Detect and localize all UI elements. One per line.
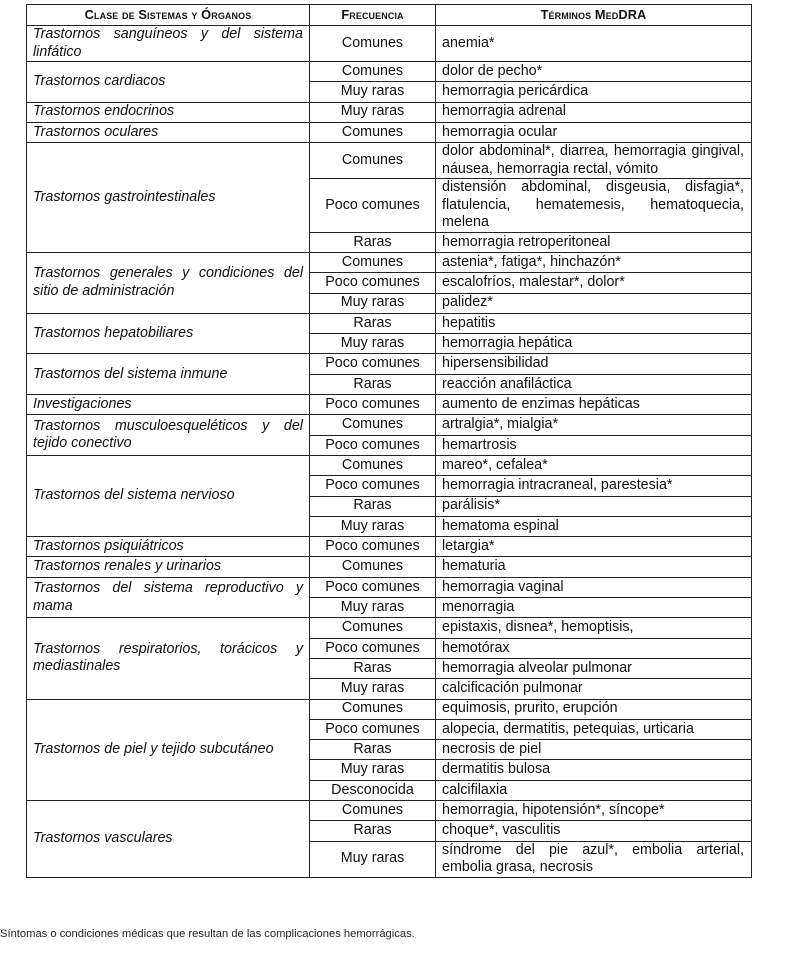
- organ-class-cell: Trastornos vasculares: [27, 801, 310, 878]
- table-row: [27, 537, 752, 557]
- meddra-terms-cell: hemorragia adrenal: [436, 102, 752, 122]
- organ-class-cell: Trastornos del sistema inmune: [27, 354, 310, 395]
- organ-class-cell: Trastornos psiquiátricos: [27, 537, 310, 557]
- organ-class-cell: Trastornos renales y urinarios: [27, 557, 310, 577]
- table-row: [27, 143, 752, 179]
- organ-class-cell: Trastornos oculares: [27, 122, 310, 142]
- frequency-cell: Poco comunes: [310, 719, 436, 739]
- meddra-terms-cell: hematuria: [436, 557, 752, 577]
- frequency-cell: Muy raras: [310, 841, 436, 877]
- meddra-terms-cell: artralgia*, mialgia*: [436, 415, 752, 435]
- meddra-terms-cell: hemartrosis: [436, 435, 752, 455]
- organ-class-cell: Trastornos hepatobiliares: [27, 313, 310, 354]
- meddra-terms-cell: reacción anafiláctica: [436, 374, 752, 394]
- frequency-cell: Comunes: [310, 122, 436, 142]
- frequency-cell: Muy raras: [310, 679, 436, 699]
- adverse-reactions-table-container: [26, 4, 752, 878]
- frequency-cell: Raras: [310, 496, 436, 516]
- frequency-cell: Comunes: [310, 618, 436, 638]
- frequency-cell: Raras: [310, 658, 436, 678]
- frequency-cell: Desconocida: [310, 780, 436, 800]
- frequency-cell: Poco comunes: [310, 537, 436, 557]
- meddra-terms-cell: dolor abdominal*, diarrea, hemorragia gingival, náusea, hemorragia rectal, vómito: [436, 143, 752, 179]
- organ-class-cell: Trastornos del sistema nervioso: [27, 455, 310, 536]
- meddra-terms-cell: astenia*, fatiga*, hinchazón*: [436, 252, 752, 272]
- frequency-cell: Muy raras: [310, 334, 436, 354]
- header-terms: Términos MedDRA: [436, 5, 752, 26]
- table-row: [27, 102, 752, 122]
- adverse-reactions-table: [26, 4, 752, 878]
- header-class: Clase de Sistemas y Órganos: [27, 5, 310, 26]
- table-row: [27, 26, 752, 62]
- meddra-terms-cell: hemorragia intracraneal, parestesia*: [436, 476, 752, 496]
- table-row: [27, 557, 752, 577]
- frequency-cell: Raras: [310, 232, 436, 252]
- table-row: [27, 395, 752, 415]
- meddra-terms-cell: hepatitis: [436, 313, 752, 333]
- table-row: [27, 801, 752, 821]
- meddra-terms-cell: síndrome del pie azul*, embolia arterial, embolia grasa, necrosis: [436, 841, 752, 877]
- frequency-cell: Raras: [310, 740, 436, 760]
- meddra-terms-cell: hemorragia hepática: [436, 334, 752, 354]
- header-frequency: Frecuencia: [310, 5, 436, 26]
- table-row: [27, 415, 752, 435]
- meddra-terms-cell: epistaxis, disnea*, hemoptisis,: [436, 618, 752, 638]
- frequency-cell: Raras: [310, 313, 436, 333]
- frequency-cell: Comunes: [310, 557, 436, 577]
- meddra-terms-cell: letargia*: [436, 537, 752, 557]
- meddra-terms-cell: choque*, vasculitis: [436, 821, 752, 841]
- table-row: [27, 252, 752, 272]
- meddra-terms-cell: palidez*: [436, 293, 752, 313]
- frequency-cell: Muy raras: [310, 293, 436, 313]
- meddra-terms-cell: hipersensibilidad: [436, 354, 752, 374]
- meddra-terms-cell: hemorragia ocular: [436, 122, 752, 142]
- frequency-cell: Comunes: [310, 699, 436, 719]
- frequency-cell: Raras: [310, 821, 436, 841]
- meddra-terms-cell: calcifilaxia: [436, 780, 752, 800]
- organ-class-cell: Trastornos de piel y tejido subcutáneo: [27, 699, 310, 800]
- meddra-terms-cell: hemorragia alveolar pulmonar: [436, 658, 752, 678]
- frequency-cell: Poco comunes: [310, 577, 436, 597]
- frequency-cell: Muy raras: [310, 598, 436, 618]
- frequency-cell: Poco comunes: [310, 179, 436, 233]
- organ-class-cell: Trastornos endocrinos: [27, 102, 310, 122]
- frequency-cell: Muy raras: [310, 82, 436, 102]
- organ-class-cell: Trastornos gastrointestinales: [27, 143, 310, 253]
- organ-class-cell: Trastornos respiratorios, torácicos y mediastinales: [27, 618, 310, 699]
- organ-class-cell: Trastornos sanguíneos y del sistema linfático: [27, 26, 310, 62]
- header-row: [27, 5, 752, 26]
- meddra-terms-cell: hemorragia vaginal: [436, 577, 752, 597]
- table-row: [27, 354, 752, 374]
- frequency-cell: Poco comunes: [310, 395, 436, 415]
- meddra-terms-cell: necrosis de piel: [436, 740, 752, 760]
- frequency-cell: Muy raras: [310, 102, 436, 122]
- frequency-cell: Poco comunes: [310, 476, 436, 496]
- organ-class-cell: Trastornos del sistema reproductivo y mama: [27, 577, 310, 618]
- meddra-terms-cell: escalofríos, malestar*, dolor*: [436, 273, 752, 293]
- meddra-terms-cell: dermatitis bulosa: [436, 760, 752, 780]
- table-row: [27, 699, 752, 719]
- frequency-cell: Comunes: [310, 455, 436, 475]
- meddra-terms-cell: distensión abdominal, disgeusia, disfagia*, flatulencia, hematemesis, hematoquecia, melena: [436, 179, 752, 233]
- meddra-terms-cell: hemorragia retroperitoneal: [436, 232, 752, 252]
- footnote: Síntomas o condiciones médicas que resultan de las complicaciones hemorrágicas.: [0, 928, 415, 940]
- meddra-terms-cell: hemorragia, hipotensión*, síncope*: [436, 801, 752, 821]
- meddra-terms-cell: dolor de pecho*: [436, 62, 752, 82]
- frequency-cell: Comunes: [310, 252, 436, 272]
- frequency-cell: Muy raras: [310, 516, 436, 536]
- organ-class-cell: Trastornos musculoesqueléticos y del tejido conectivo: [27, 415, 310, 456]
- table-row: [27, 618, 752, 638]
- organ-class-cell: Investigaciones: [27, 395, 310, 415]
- meddra-terms-cell: aumento de enzimas hepáticas: [436, 395, 752, 415]
- table-row: [27, 455, 752, 475]
- meddra-terms-cell: parálisis*: [436, 496, 752, 516]
- frequency-cell: Poco comunes: [310, 273, 436, 293]
- organ-class-cell: Trastornos generales y condiciones del sitio de administración: [27, 252, 310, 313]
- frequency-cell: Comunes: [310, 801, 436, 821]
- meddra-terms-cell: hemorragia pericárdica: [436, 82, 752, 102]
- frequency-cell: Muy raras: [310, 760, 436, 780]
- table-body: [27, 26, 752, 878]
- meddra-terms-cell: anemia*: [436, 26, 752, 62]
- table-row: [27, 313, 752, 333]
- frequency-cell: Comunes: [310, 26, 436, 62]
- table-row: [27, 577, 752, 597]
- frequency-cell: Poco comunes: [310, 435, 436, 455]
- table-header: [27, 5, 752, 26]
- frequency-cell: Comunes: [310, 415, 436, 435]
- meddra-terms-cell: equimosis, prurito, erupción: [436, 699, 752, 719]
- meddra-terms-cell: hematoma espinal: [436, 516, 752, 536]
- frequency-cell: Comunes: [310, 143, 436, 179]
- table-row: [27, 62, 752, 82]
- meddra-terms-cell: calcificación pulmonar: [436, 679, 752, 699]
- meddra-terms-cell: mareo*, cefalea*: [436, 455, 752, 475]
- frequency-cell: Poco comunes: [310, 354, 436, 374]
- table-row: [27, 122, 752, 142]
- organ-class-cell: Trastornos cardiacos: [27, 62, 310, 103]
- meddra-terms-cell: menorragia: [436, 598, 752, 618]
- meddra-terms-cell: hemotórax: [436, 638, 752, 658]
- frequency-cell: Raras: [310, 374, 436, 394]
- frequency-cell: Poco comunes: [310, 638, 436, 658]
- meddra-terms-cell: alopecia, dermatitis, petequias, urticaria: [436, 719, 752, 739]
- frequency-cell: Comunes: [310, 62, 436, 82]
